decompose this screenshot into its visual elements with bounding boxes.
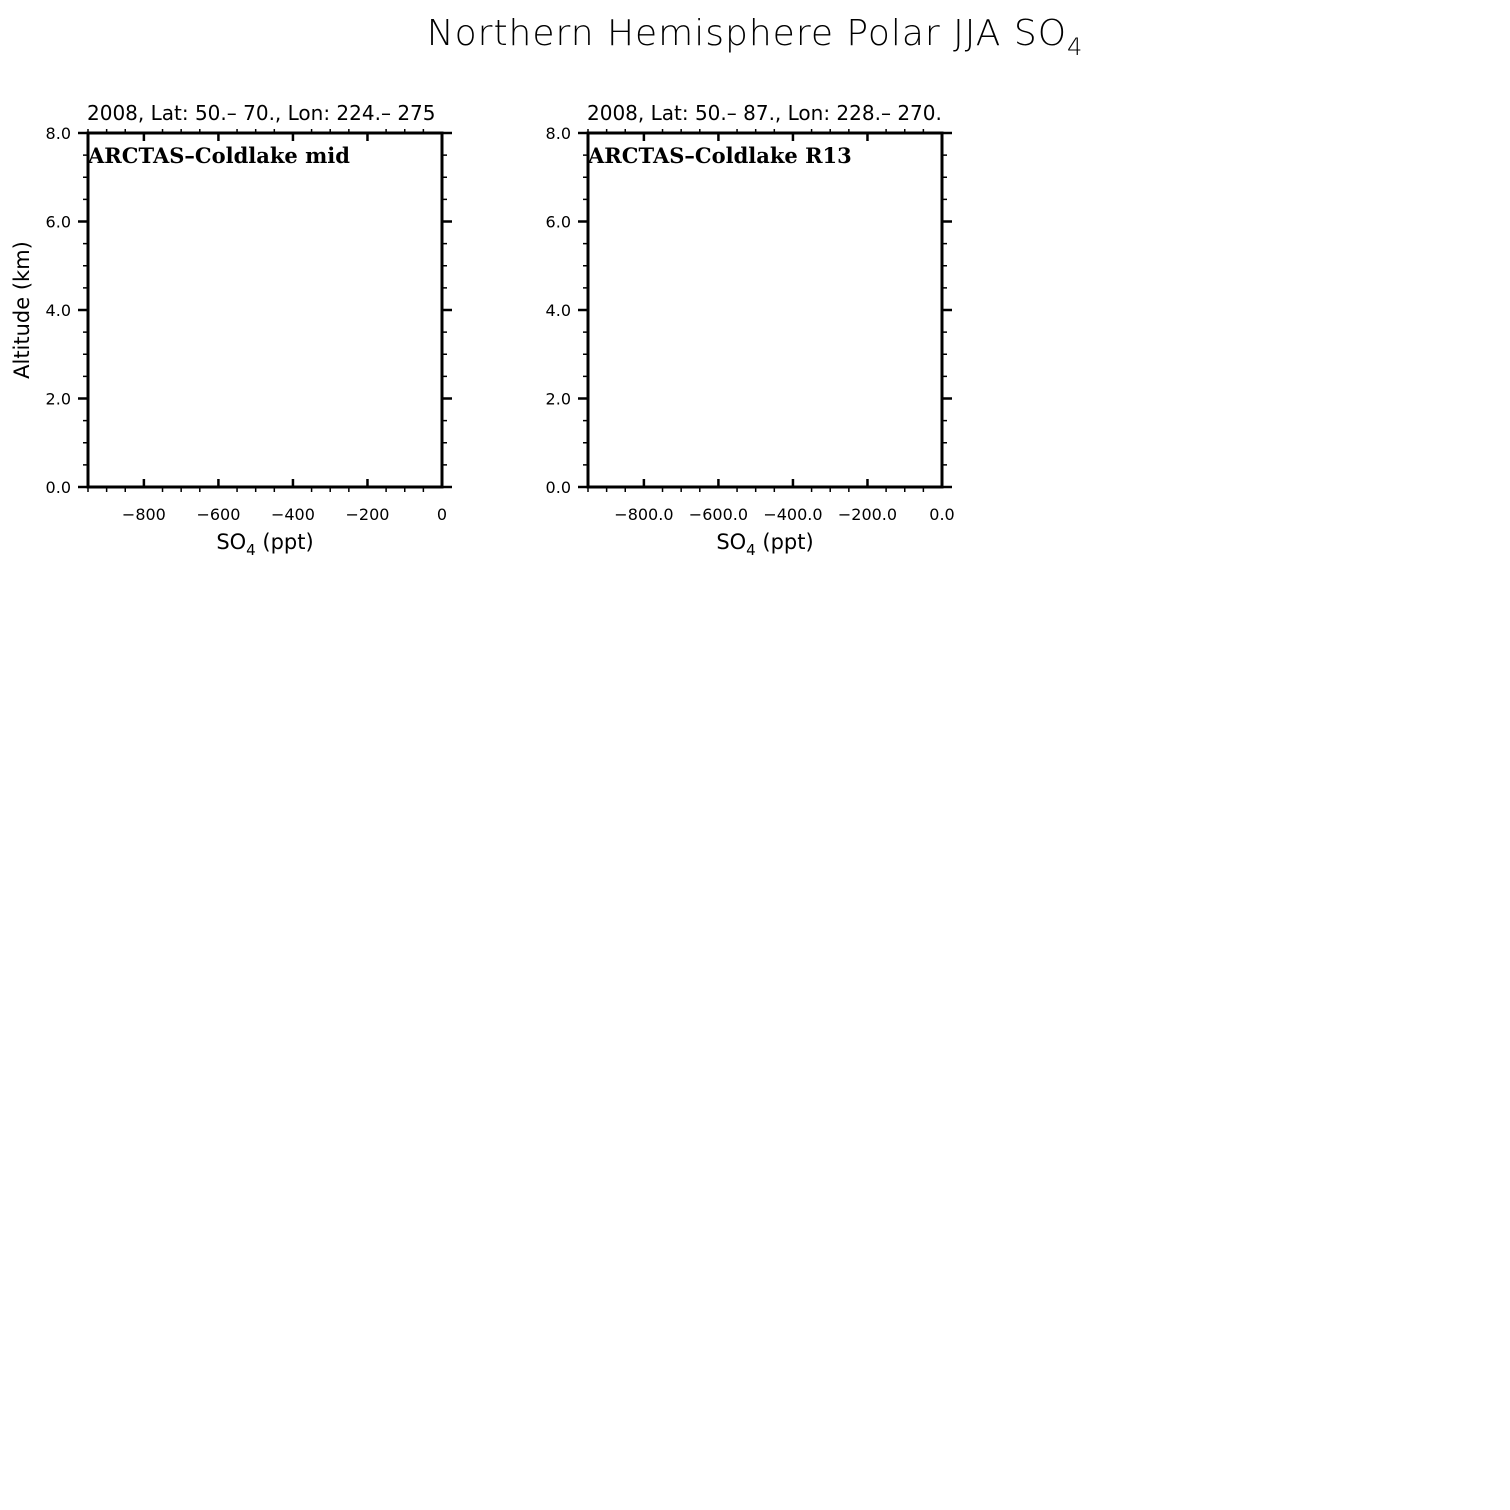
panel-label: ARCTAS–Coldlake R13: [588, 143, 852, 168]
y-tick-label: 6.0: [45, 212, 71, 232]
x-axis-label: $SO_4$ (ppt): [216, 530, 314, 559]
x-tick-label: −800: [121, 505, 166, 524]
y-tick-label: 4.0: [545, 301, 571, 320]
y-tick-label: 6.0: [545, 212, 571, 232]
y-tick-label: 0.0: [545, 478, 571, 497]
x-tick-label: −200.0: [837, 505, 898, 524]
y-tick-label: 2.0: [45, 389, 71, 409]
x-tick-label: −600: [196, 505, 241, 524]
x-tick-label: −800.0: [614, 505, 674, 524]
y-tick-label: 2.0: [545, 389, 571, 409]
chart-panel-1: [10, 101, 452, 559]
panel-subtitle: 2008, Lat: 50.– 87., Lon: 228.– 270.: [587, 101, 942, 125]
y-tick-label: 8.0: [545, 124, 571, 143]
x-tick-label: 0: [436, 505, 448, 524]
y-tick-label: 8.0: [45, 124, 71, 143]
x-tick-label: −400.0: [763, 505, 823, 524]
x-tick-label: −600.0: [688, 505, 749, 524]
x-axis-label: $SO_4$ (ppt): [716, 530, 814, 559]
x-tick-label: −400: [270, 505, 315, 524]
y-axis-label: Altitude (km): [10, 241, 34, 379]
panel-label: ARCTAS–Coldlake mid: [88, 143, 350, 168]
figure-title: Northern Hemisphere Polar JJA $SO_4$: [426, 13, 1084, 61]
panel-subtitle: 2008, Lat: 50.– 70., Lon: 224.– 275: [87, 101, 436, 125]
y-tick-label: 0.0: [45, 478, 71, 497]
plot-frame: [88, 133, 442, 487]
y-tick-label: 4.0: [45, 301, 71, 320]
x-tick-label: −200: [345, 505, 390, 524]
plot-frame: [588, 133, 942, 487]
chart-panel-2: [546, 101, 955, 559]
x-tick-label: 0.0: [929, 505, 955, 524]
